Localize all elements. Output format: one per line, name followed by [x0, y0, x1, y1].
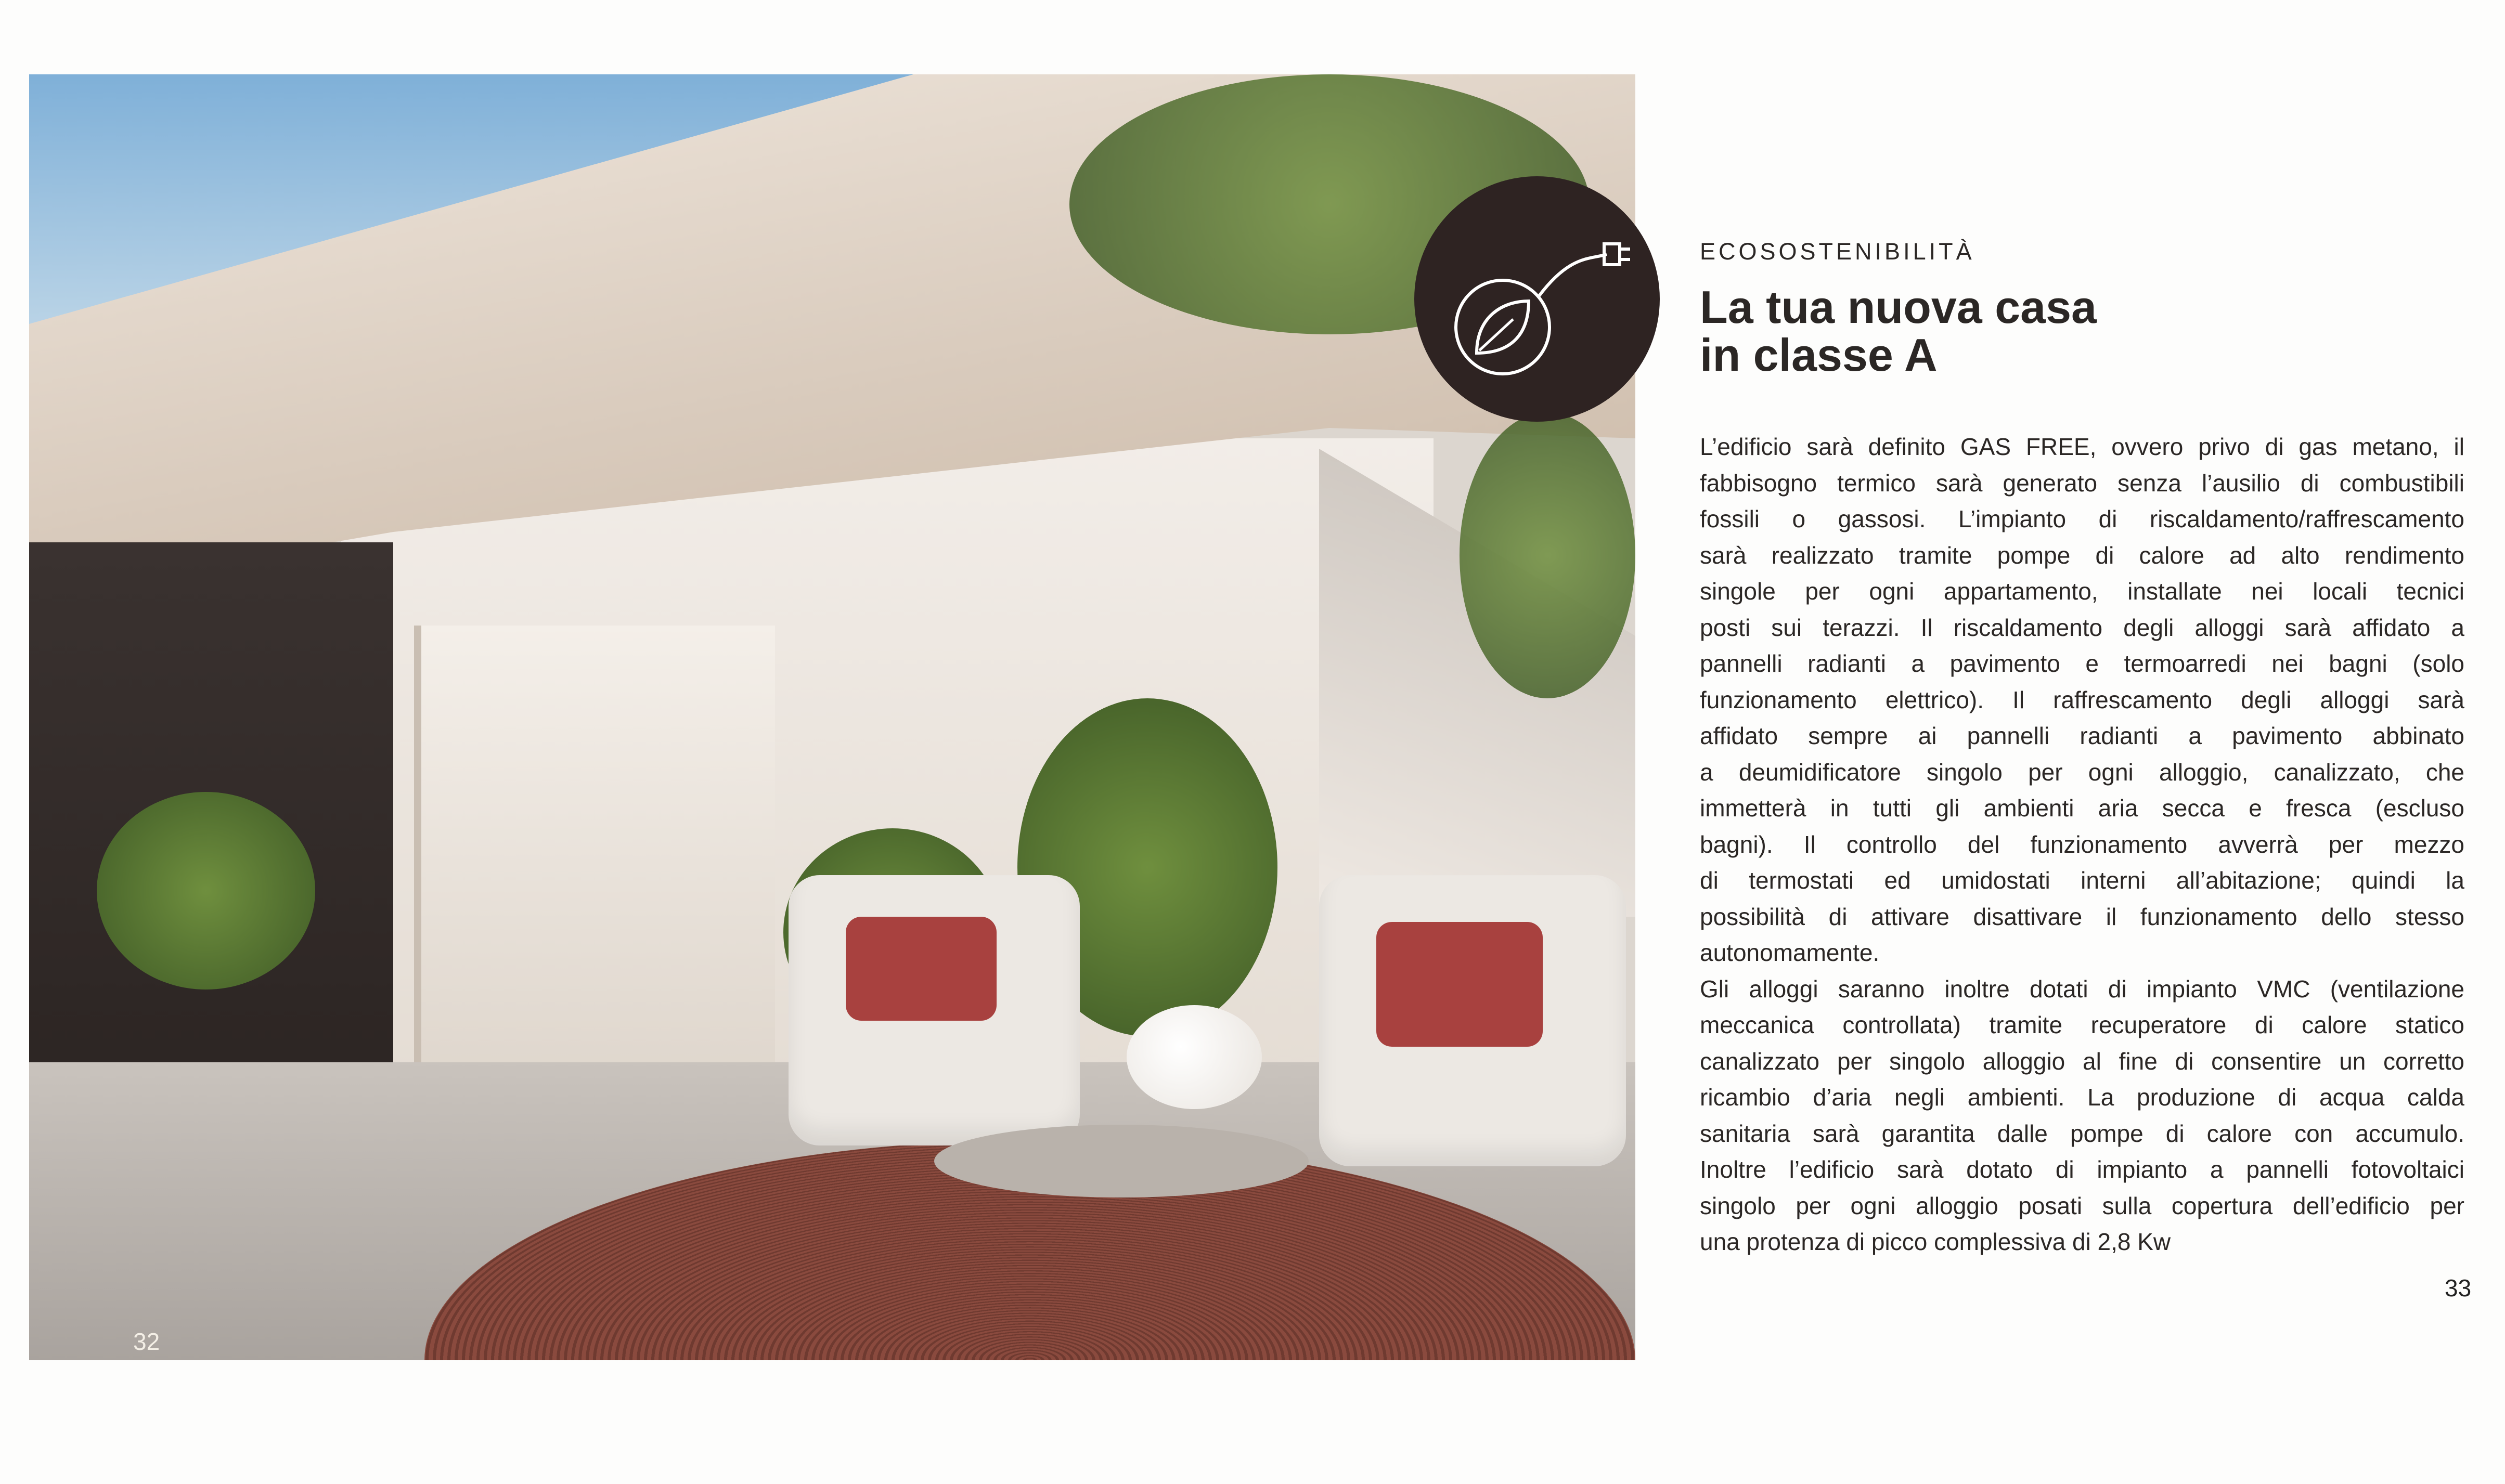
text-line: pannelli radianti a pavimento e termoarredi nei bagni (solo [1700, 650, 2464, 677]
text-line: fossili o gassosi. L’impianto di riscaldamento/raffrescamento [1700, 505, 2464, 532]
text-line: possibilità di attivare disattivare il funzionamento dello stesso [1700, 903, 2464, 930]
text-line: canalizzato per singolo alloggio al fine di consentire un corretto [1700, 1047, 2464, 1075]
body-text [1700, 429, 2464, 1260]
text-line: sanitaria sarà garantita dalle pompe di calore con accumulo. [1700, 1119, 2464, 1147]
title-line: in classe A [1700, 329, 1938, 381]
page-number-right: 33 [2445, 1274, 2472, 1301]
plant [1460, 412, 1635, 698]
text-line: meccanica controllata) tramite recuperatore di calore statico [1700, 1011, 2464, 1038]
title-line: La tua nuova casa [1700, 281, 2097, 333]
text-line: una protenza di picco complessiva di 2,8 Kw [1700, 1228, 2171, 1255]
text-line: funzionamento elettrico). Il raffrescamento degli alloggi sarà [1700, 686, 2464, 713]
text-line: di termostati ed umidostati interni all’abitazione; quindi la [1700, 867, 2464, 894]
eco-badge [1414, 176, 1660, 422]
text-line: Inoltre l’edificio sarà dotato di impianto a pannelli fotovoltaici [1700, 1156, 2464, 1183]
text-line: a deumidificatore singolo per ogni alloggio, canalizzato, che [1700, 758, 2464, 786]
text-line: ricambio d’aria negli ambienti. La produzione di acqua calda [1700, 1084, 2464, 1111]
coffee-table [934, 1125, 1309, 1197]
leaf-plug-icon [1414, 176, 1660, 422]
page-title [1700, 283, 2097, 379]
text-line: autonomamente. [1700, 939, 1880, 966]
red-cushion [846, 917, 997, 1021]
paragraph-1 [1700, 429, 2464, 971]
plant [97, 792, 315, 990]
text-line: bagni). Il controllo del funzionamento avverrà per mezzo [1700, 830, 2464, 858]
text-line: immetterà in tutti gli ambienti aria secca e fresca (escluso [1700, 795, 2464, 822]
text-line: singole per ogni appartamento, installate nei locali tecnici [1700, 578, 2464, 605]
text-line: posti sui terazzi. Il riscaldamento degli alloggi sarà affidato a [1700, 614, 2464, 641]
text-line: Gli alloggi saranno inoltre dotati di impianto VMC (ventilazione [1700, 975, 2464, 1003]
text-line: sarà realizzato tramite pompe di calore ad alto rendimento [1700, 541, 2464, 569]
red-cushion [1376, 922, 1543, 1047]
table-lamp [1127, 1005, 1262, 1109]
text-line: fabbisogno termico sarà generato senza l’ausilio di combustibili [1700, 469, 2464, 497]
terrace-render-photo [29, 74, 1635, 1360]
text-line: affidato sempre ai pannelli radianti a pavimento abbinato [1700, 722, 2464, 749]
section-kicker: ECOSOSTENIBILITÀ [1700, 238, 1975, 265]
page-number-left: 32 [133, 1328, 160, 1355]
text-line: singolo per ogni alloggio posati sulla copertura dell’edificio per [1700, 1192, 2464, 1219]
text-line: L’edificio sarà definito GAS FREE, ovvero privo di gas metano, il [1700, 433, 2464, 460]
paragraph-2 [1700, 971, 2464, 1260]
